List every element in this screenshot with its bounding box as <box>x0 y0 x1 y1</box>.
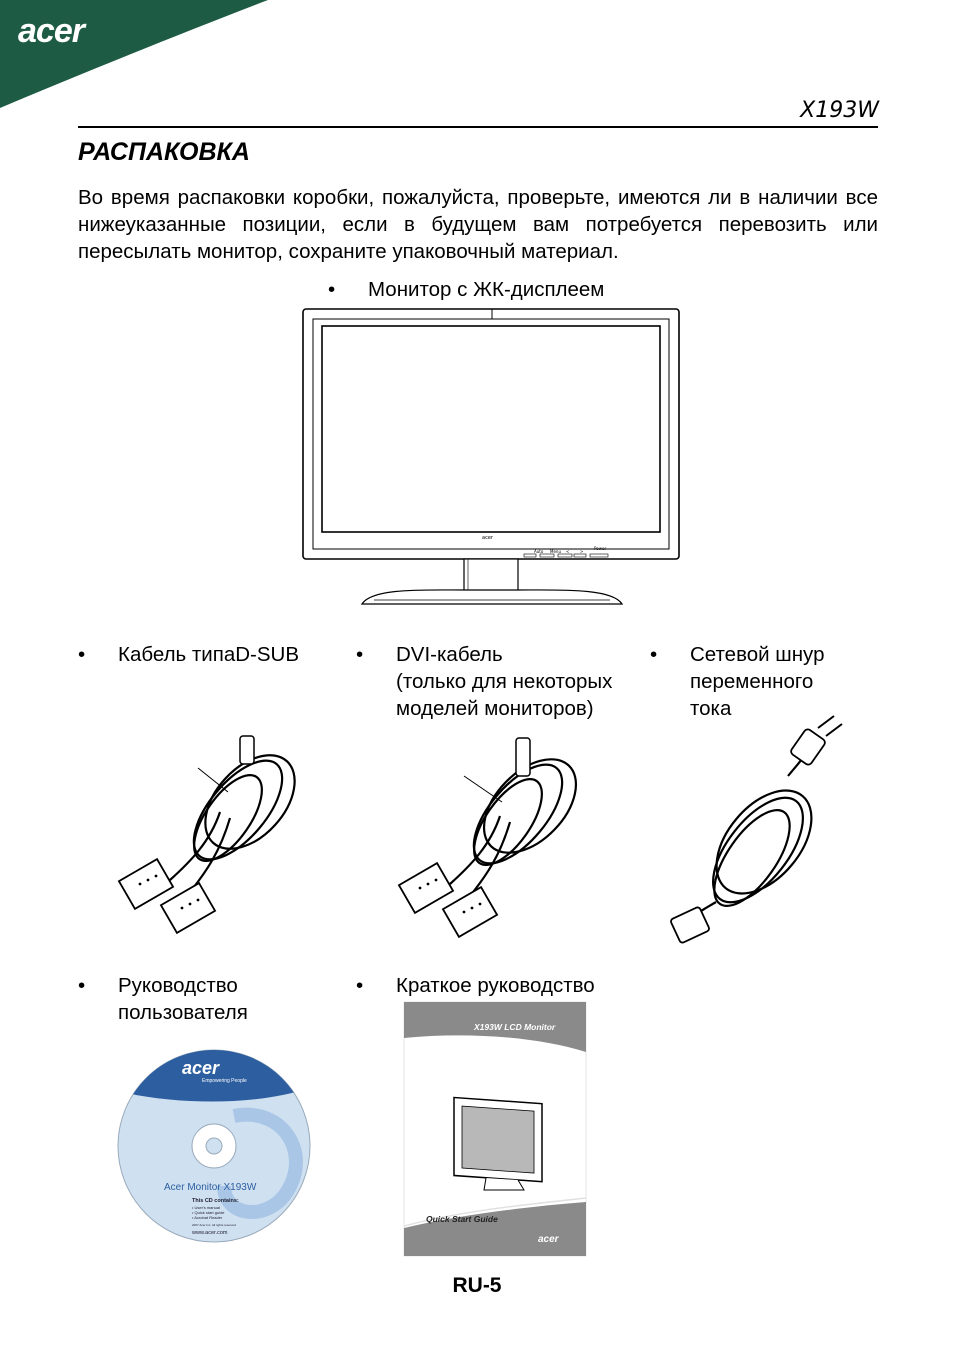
panel-button-right: > <box>580 549 584 554</box>
model-name: X193W <box>800 98 879 123</box>
quick-guide-illustration <box>404 1002 588 1258</box>
panel-button-auto: Auto <box>534 549 544 554</box>
item-monitor <box>328 276 604 303</box>
cd-content-item: • Acrobat Reader <box>192 1215 223 1220</box>
acer-logo: acer <box>18 12 84 50</box>
bullet: • <box>78 643 86 666</box>
item-dvi <box>356 641 612 722</box>
item-quick-guide <box>356 972 595 999</box>
panel-button-left: < <box>566 549 570 554</box>
cd-illustration <box>114 1046 314 1246</box>
item-manual <box>78 972 248 1026</box>
header-rule <box>78 126 878 128</box>
quick-guide-brand: acer <box>538 1234 559 1245</box>
cd-content-item: • Quick start guide <box>192 1210 225 1215</box>
cd-title: Acer Monitor X193W <box>164 1182 257 1193</box>
monitor-brand-label: acer <box>482 535 493 541</box>
page-number: RU-5 <box>452 1274 502 1297</box>
bullet: • <box>356 974 364 997</box>
quick-guide-header: X193W LCD Monitor <box>474 1022 556 1032</box>
quick-guide-footer: Quick Start Guide <box>426 1214 498 1224</box>
power-cord-illustration <box>668 722 868 952</box>
cd-copyright: 2007 Acer Inc. All rights reserved <box>192 1223 236 1227</box>
panel-button-menu: Menu <box>550 549 561 554</box>
monitor-illustration <box>302 308 682 608</box>
item-monitor-label: Монитор с ЖК-дисплеем <box>368 278 605 301</box>
cd-contains-heading: This CD contains: <box>192 1198 239 1204</box>
bullet: • <box>328 278 336 301</box>
item-power-label: Сетевой шнур переменного тока <box>690 643 825 720</box>
cd-url: www.acer.com <box>192 1230 228 1236</box>
item-dvi-label: DVI-кабель (только для некоторых моделей мониторов) <box>396 643 613 720</box>
bullet: • <box>78 974 86 997</box>
item-quick-guide-label: Краткое руководство <box>396 974 595 997</box>
dvi-cable-illustration <box>390 724 620 954</box>
bullet: • <box>650 643 658 666</box>
dsub-cable-illustration <box>110 722 340 952</box>
cd-brand: acer <box>182 1058 220 1078</box>
bullet: • <box>356 643 364 666</box>
cd-content-item: • User's manual <box>192 1205 220 1210</box>
item-manual-label: Руководство пользователя <box>118 974 248 1024</box>
item-dsub-label: Кабель типаD-SUB <box>118 643 300 666</box>
cd-tagline: Empowering People <box>202 1078 247 1084</box>
intro-paragraph: Во время распаковки коробки, пожалуйста, проверьте, имеются ли в наличии все нижеуказанные позиции, если в будущем вам потребуется перевозить или пересылать монитор, сохраните упаковочный материал. <box>78 186 878 263</box>
item-power <box>650 641 824 722</box>
item-dsub <box>78 641 299 668</box>
panel-button-power: Power <box>594 546 607 551</box>
section-title: РАСПАКОВКА <box>78 138 250 166</box>
